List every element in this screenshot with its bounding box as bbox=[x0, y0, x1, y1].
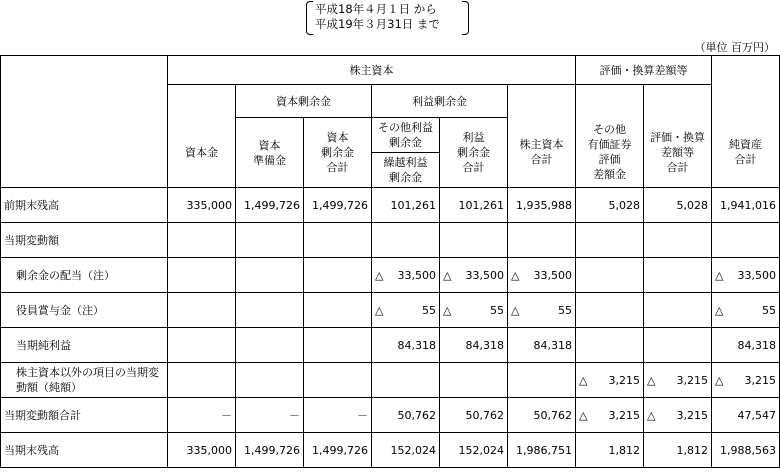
value-cell bbox=[576, 328, 644, 363]
value-cell bbox=[168, 258, 236, 293]
value-cell bbox=[168, 223, 236, 258]
value-cell bbox=[304, 293, 372, 328]
value-cell bbox=[576, 293, 644, 328]
negative-triangle-icon: △ bbox=[715, 303, 724, 317]
header-junshisan-goukei: 純資産 合計 bbox=[712, 118, 780, 188]
value-cell bbox=[168, 433, 236, 468]
negative-triangle-icon: △ bbox=[579, 408, 588, 422]
value-cell bbox=[644, 223, 712, 258]
value-cell bbox=[236, 223, 304, 258]
corner-cell bbox=[1, 56, 168, 85]
value-text: 50,762 bbox=[465, 408, 504, 422]
value-cell bbox=[508, 293, 576, 328]
negative-triangle-icon: △ bbox=[375, 268, 384, 282]
value-text: 1,499,726 bbox=[244, 198, 300, 212]
table-row bbox=[1, 328, 780, 363]
header-shihon-jouyokin: 資本剰余金 bbox=[236, 85, 372, 118]
value-cell bbox=[168, 188, 236, 223]
header-rieki-jouyokin-goukei: 利益 剰余金 合計 bbox=[440, 118, 508, 188]
value-cell bbox=[576, 188, 644, 223]
value-cell bbox=[644, 293, 712, 328]
value-cell bbox=[508, 223, 576, 258]
value-cell bbox=[168, 363, 236, 398]
value-cell bbox=[372, 293, 440, 328]
corner-cell bbox=[1, 85, 168, 118]
header-hyoka-goukei-top bbox=[644, 85, 712, 118]
value-text: 152,024 bbox=[390, 443, 436, 457]
value-cell bbox=[372, 433, 440, 468]
value-cell bbox=[644, 328, 712, 363]
negative-triangle-icon: △ bbox=[443, 303, 452, 317]
value-cell bbox=[304, 433, 372, 468]
value-text: 335,000 bbox=[186, 198, 232, 212]
table-body bbox=[1, 188, 780, 468]
header-kabunushi-goukei: 株主資本 合計 bbox=[508, 118, 576, 188]
value-text: 5,028 bbox=[608, 198, 640, 212]
corner-cell bbox=[1, 153, 168, 188]
table-row bbox=[1, 398, 780, 433]
value-cell bbox=[644, 363, 712, 398]
value-text: 3,215 bbox=[744, 373, 776, 387]
negative-triangle-icon: △ bbox=[375, 303, 384, 317]
row-label: 当期末残高 bbox=[1, 433, 168, 468]
table-row bbox=[1, 223, 780, 258]
value-cell bbox=[440, 258, 508, 293]
header-sonota-yuka-top bbox=[576, 85, 644, 118]
value-text: 335,000 bbox=[186, 443, 232, 457]
value-cell bbox=[372, 223, 440, 258]
value-cell bbox=[168, 398, 236, 433]
value-text: － bbox=[221, 408, 232, 422]
header-junshisan-mid bbox=[712, 85, 780, 118]
value-cell bbox=[372, 398, 440, 433]
value-cell bbox=[168, 293, 236, 328]
header-sonota-yuka: その他 有価証券 評価 差額金 bbox=[576, 118, 644, 188]
table-row bbox=[1, 258, 780, 293]
value-cell bbox=[644, 433, 712, 468]
value-text: 84,318 bbox=[737, 338, 776, 352]
value-cell bbox=[576, 363, 644, 398]
header-shihon-jouyokin-goukei: 資本 剰余金 合計 bbox=[304, 118, 372, 188]
table-row bbox=[1, 363, 780, 398]
row-label: 役員賞与金（注） bbox=[1, 293, 168, 328]
corner-cell bbox=[1, 118, 168, 153]
value-text: 101,261 bbox=[390, 198, 436, 212]
value-cell bbox=[236, 363, 304, 398]
value-cell bbox=[712, 363, 780, 398]
header-shihonkin-top bbox=[168, 85, 236, 118]
value-cell bbox=[712, 293, 780, 328]
negative-triangle-icon: △ bbox=[715, 268, 724, 282]
value-cell bbox=[712, 223, 780, 258]
row-label: 当期変動額合計 bbox=[1, 398, 168, 433]
value-cell bbox=[576, 398, 644, 433]
value-cell bbox=[304, 188, 372, 223]
value-text: 84,318 bbox=[533, 338, 572, 352]
value-cell bbox=[304, 398, 372, 433]
value-text: 84,318 bbox=[465, 338, 504, 352]
value-text: 55 bbox=[762, 303, 776, 317]
value-text: 152,024 bbox=[458, 443, 504, 457]
value-cell bbox=[508, 363, 576, 398]
equity-statement-table bbox=[0, 55, 780, 468]
value-cell bbox=[304, 328, 372, 363]
value-cell bbox=[304, 258, 372, 293]
value-cell bbox=[644, 258, 712, 293]
header-rieki-jouyokin: 利益剰余金 bbox=[372, 85, 508, 118]
value-cell bbox=[712, 188, 780, 223]
header-kabunushi-shihon: 株主資本 bbox=[168, 56, 576, 85]
value-cell bbox=[236, 398, 304, 433]
header-hyoka-goukei: 評価・換算 差額等 合計 bbox=[644, 118, 712, 188]
value-text: 47,547 bbox=[737, 408, 776, 422]
value-cell bbox=[236, 433, 304, 468]
value-text: 84,318 bbox=[397, 338, 436, 352]
value-cell bbox=[440, 293, 508, 328]
value-text: 33,500 bbox=[533, 268, 572, 282]
value-cell bbox=[508, 188, 576, 223]
period-bracket bbox=[306, 1, 469, 33]
negative-triangle-icon: △ bbox=[647, 373, 656, 387]
value-cell bbox=[576, 258, 644, 293]
value-text: － bbox=[357, 408, 368, 422]
value-cell bbox=[168, 328, 236, 363]
value-text: 55 bbox=[558, 303, 572, 317]
value-cell bbox=[576, 223, 644, 258]
value-text: 1,812 bbox=[608, 443, 640, 457]
value-text: 3,215 bbox=[676, 408, 708, 422]
negative-triangle-icon: △ bbox=[511, 303, 520, 317]
value-text: 1,986,751 bbox=[516, 443, 572, 457]
value-cell bbox=[372, 328, 440, 363]
header-kurikoshi: 繰越利益 剰余金 bbox=[372, 153, 440, 188]
value-text: 3,215 bbox=[608, 408, 640, 422]
value-cell bbox=[508, 398, 576, 433]
value-cell bbox=[508, 328, 576, 363]
value-cell bbox=[304, 223, 372, 258]
unit-label: （単位 百万円） bbox=[694, 41, 775, 54]
value-cell bbox=[372, 258, 440, 293]
value-text: 33,500 bbox=[465, 268, 504, 282]
value-text: 1,499,726 bbox=[244, 443, 300, 457]
value-cell bbox=[508, 258, 576, 293]
value-text: 5,028 bbox=[676, 198, 708, 212]
row-label: 剰余金の配当（注） bbox=[1, 258, 168, 293]
value-cell bbox=[644, 188, 712, 223]
header-hyoka-kansan: 評価・換算差額等 bbox=[576, 56, 712, 85]
negative-triangle-icon: △ bbox=[443, 268, 452, 282]
value-cell bbox=[440, 433, 508, 468]
value-cell bbox=[712, 398, 780, 433]
value-cell bbox=[644, 398, 712, 433]
value-cell bbox=[236, 188, 304, 223]
value-text: 55 bbox=[422, 303, 436, 317]
value-cell bbox=[304, 363, 372, 398]
value-text: 1,941,016 bbox=[720, 198, 776, 212]
row-label: 前期末残高 bbox=[1, 188, 168, 223]
value-text: 1,499,726 bbox=[312, 443, 368, 457]
value-cell bbox=[712, 258, 780, 293]
value-text: 3,215 bbox=[676, 373, 708, 387]
value-text: － bbox=[289, 408, 300, 422]
value-text: 1,935,988 bbox=[516, 198, 572, 212]
left-bracket bbox=[306, 1, 313, 35]
value-cell bbox=[236, 328, 304, 363]
negative-triangle-icon: △ bbox=[579, 373, 588, 387]
value-cell bbox=[440, 363, 508, 398]
value-cell bbox=[236, 293, 304, 328]
period-end: 平成19年３月31日 まで bbox=[315, 17, 440, 31]
period-start: 平成18年４月１日 から bbox=[315, 2, 437, 16]
value-text: 1,499,726 bbox=[312, 198, 368, 212]
value-text: 50,762 bbox=[397, 408, 436, 422]
value-text: 55 bbox=[490, 303, 504, 317]
right-bracket bbox=[462, 1, 469, 35]
value-text: 1,988,563 bbox=[720, 443, 776, 457]
value-cell bbox=[712, 433, 780, 468]
value-cell bbox=[440, 398, 508, 433]
value-text: 33,500 bbox=[397, 268, 436, 282]
value-text: 1,812 bbox=[676, 443, 708, 457]
negative-triangle-icon: △ bbox=[511, 268, 520, 282]
row-label: 株主資本以外の項目の当期変動額（純額） bbox=[1, 363, 168, 398]
value-cell bbox=[372, 188, 440, 223]
negative-triangle-icon: △ bbox=[647, 408, 656, 422]
negative-triangle-icon: △ bbox=[715, 373, 724, 387]
value-cell bbox=[508, 433, 576, 468]
value-cell bbox=[236, 258, 304, 293]
value-text: 3,215 bbox=[608, 373, 640, 387]
row-label: 当期純利益 bbox=[1, 328, 168, 363]
header-shihon-junbikin: 資本 準備金 bbox=[236, 118, 304, 188]
value-cell bbox=[372, 363, 440, 398]
value-cell bbox=[712, 328, 780, 363]
row-label: 当期変動額 bbox=[1, 223, 168, 258]
header-shihonkin: 資本金 bbox=[168, 118, 236, 188]
value-text: 101,261 bbox=[458, 198, 504, 212]
value-text: 33,500 bbox=[737, 268, 776, 282]
value-cell bbox=[440, 188, 508, 223]
table-row bbox=[1, 188, 780, 223]
header-junshisan-top bbox=[712, 56, 780, 85]
header-kabunushi-goukei-top bbox=[508, 85, 576, 118]
header-sonota-rieki: その他利益 剰余金 bbox=[372, 118, 440, 153]
table-row bbox=[1, 433, 780, 468]
value-text: 50,762 bbox=[533, 408, 572, 422]
value-cell bbox=[440, 223, 508, 258]
value-cell bbox=[576, 433, 644, 468]
value-cell bbox=[440, 328, 508, 363]
table-row bbox=[1, 293, 780, 328]
